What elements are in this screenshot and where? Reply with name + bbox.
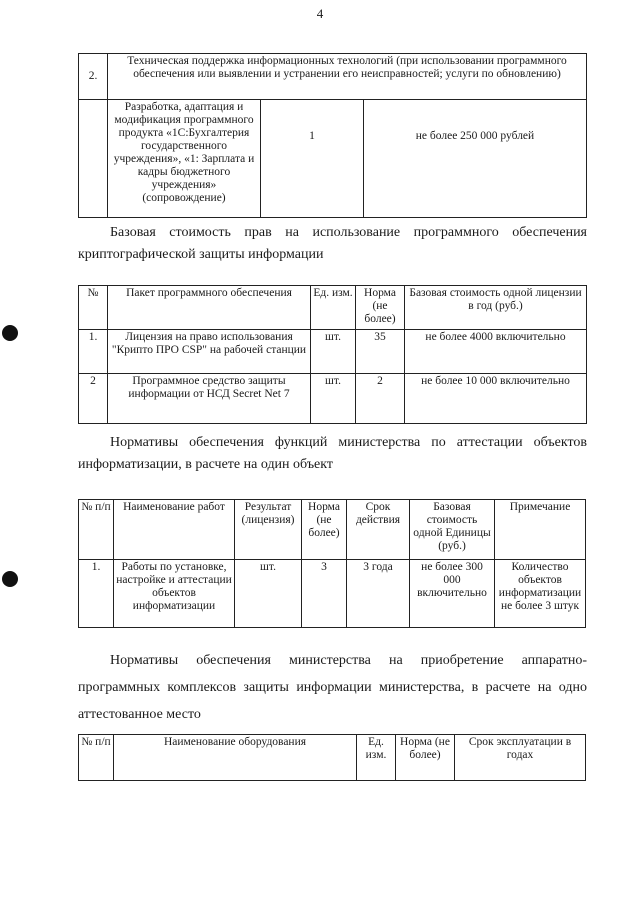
it-support-table (78, 53, 587, 218)
table-cell: 2 (356, 374, 405, 424)
table-row (79, 374, 587, 424)
table-cell: 35 (356, 330, 405, 374)
table-cell (79, 100, 108, 218)
table-cell: не более 4000 включительно (405, 330, 587, 374)
column-header: № п/п (79, 500, 114, 560)
attestation-table (78, 499, 586, 628)
column-header: Норма (не более) (396, 735, 455, 781)
column-header: Срок действия (347, 500, 410, 560)
punch-hole (2, 325, 18, 341)
table-cell: шт. (311, 330, 356, 374)
hardware-protection-table (78, 734, 586, 781)
table-cell: Количество объектов информатизации не более 3 штук (495, 560, 586, 628)
column-header: Норма (не более) (302, 500, 347, 560)
table-cell: шт. (235, 560, 302, 628)
column-header: Наименование оборудования (114, 735, 357, 781)
crypto-license-table (78, 285, 587, 424)
service-name: Разработка, адаптация и модификация программного продукта «1С:Бухгалтерия государственного учреждения», «1: Зарплата и кадры бюджетного учреждения» (сопровождение) (108, 100, 261, 218)
table-cell: 3 (302, 560, 347, 628)
table-cell: Программное средство защиты информации от НСД Secret Net 7 (108, 374, 311, 424)
column-header: Базовая стоимость одной Единицы (руб.) (410, 500, 495, 560)
page-number: 4 (316, 6, 324, 21)
column-header: Ед. изм. (357, 735, 396, 781)
table-cell: Лицензия на право использования "Крипто ПРО CSP" на рабочей станции (108, 330, 311, 374)
column-header: Срок эксплуатации в годах (455, 735, 586, 781)
column-header: Наименование работ (114, 500, 235, 560)
table-row (79, 330, 587, 374)
table-cell: 1. (79, 560, 114, 628)
table-cell: Работы по установке, настройке и аттестации объектов информатизации (114, 560, 235, 628)
table-row (79, 560, 586, 628)
table-cell: 3 года (347, 560, 410, 628)
table-cell: 1. (79, 330, 108, 374)
column-header: Базовая стоимость одной лицензии в год (руб.) (405, 286, 587, 330)
column-header: Примечание (495, 500, 586, 560)
column-header: Пакет программного обеспечения (108, 286, 311, 330)
service-qty: 1 (261, 100, 364, 218)
heading-crypto-licenses: Базовая стоимость прав на использование программного обеспечения криптографической защиты информации (78, 225, 587, 262)
column-header: Результат (лицензия) (235, 500, 302, 560)
section-number: 2. (79, 54, 108, 100)
section-title: Техническая поддержка информационных технологий (при использовании программного обеспечения или выявлении и устранении его неисправностей; услуги по обновлению) (108, 54, 587, 100)
table-cell: шт. (311, 374, 356, 424)
heading-hardware-protection: Нормативы обеспечения министерства на приобретение аппаратно-программных комплексов защиты информации министерства, в расчете на одно аттестованное место (78, 653, 587, 722)
column-header: Ед. изм. (311, 286, 356, 330)
column-header: № п/п (79, 735, 114, 781)
column-header: № (79, 286, 108, 330)
service-cost: не более 250 000 рублей (364, 100, 587, 218)
heading-attestation: Нормативы обеспечения функций министерства по аттестации объектов информатизации, в расчете на один объект (78, 435, 587, 472)
punch-hole (2, 571, 18, 587)
table-cell: 2 (79, 374, 108, 424)
column-header: Норма (не более) (356, 286, 405, 330)
table-cell: не более 10 000 включительно (405, 374, 587, 424)
table-cell: не более 300 000 включительно (410, 560, 495, 628)
